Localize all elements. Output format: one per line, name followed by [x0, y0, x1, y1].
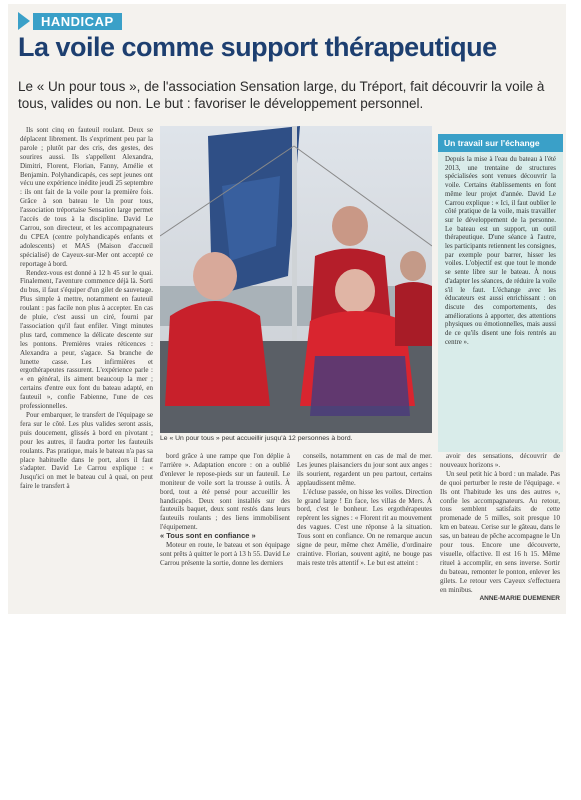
- sidebar-box-title: Un travail sur l'échange: [438, 134, 563, 152]
- newspaper-page: [8, 4, 566, 614]
- paragraph: L'écluse passée, on hisse les voiles. Direction le grand large ! En face, les villas de Mers. À bord, c'est le bonheur. Les ergothérapeutes repèrent les signes : « Florent rit au mouvement des vagues. C'est une réponse à la situation. Tous sont en confiance. On ne remarque aucun signe de peur, même chez Amélie, d'ordinaire craintive. Florian, souvent agité, ne bouge pas mais reste très attentif ». Le but est atteint :: [297, 487, 432, 567]
- person-jacket: [165, 301, 270, 406]
- rubric-arrow-icon: [18, 12, 30, 30]
- person-head: [335, 269, 375, 313]
- sailing-photo-illustration: [160, 126, 432, 433]
- paragraph: Moteur en route, le bateau et son équipage sont prêts à quitter le port à 13 h 55. David Le Carrou présente la sortie, donne les derniers: [160, 541, 290, 567]
- author-signature: ANNE-MARIE DUEMENER: [479, 594, 560, 602]
- column-4: [440, 452, 560, 612]
- person-jacket: [395, 282, 432, 346]
- column-3: [297, 452, 432, 612]
- paragraph: Ils sont cinq en fauteuil roulant. Deux se déplacent librement. Ils s'expriment peu par la parole ; plutôt par des cris, des gestes, des sourires aussi. Ils s'appellent Alexandra, Dimitri, Florent, Florian, Fanny, Amélie et Benjamin. Polyhandicapés, ces sept jeunes ont vécu une expérience inédite jeudi 25 septembre : ils ont fait de la voile pour la première fois. Grâce à son bateau le Un pour tous, l'association tréportaise Sensation large permet l'accès de tous à la discipline. David Le Carrou, son directeur, et les accompagnateurs du CPEA (centre polyhandicapés enfants et adolescents) et MAS (Maison d'accueil spécialisé) de Cayeux-sur-Mer ont accepté ce reportage à bord.: [20, 126, 153, 268]
- sidebar-box: [438, 134, 563, 452]
- sidebar-box-body: Depuis la mise à l'eau du bateau à l'été 2013, une trentaine de structures spécialisées sont venues découvrir la voile. Certains établissements en font même leur projet d'année. David Le Carrou explique : « Ici, il faut oublier le côté pratique de la voile, mais travailler sur le développement de la personne. Le bateau est un support, un outil thérapeutique. D'une séance à l'autre, les participants retiennent les consignes, par exemple pour barrer, hisser les voiles. L'objectif est que tout le monde se sente libre sur le bateau. À nous d'adapter les séances, de réduire la voile s'il le faut. L'échange avec les éducateurs est aussi enrichissant : on discute des comportements, des améliorations à apporter, des attentions physiques ou émotionnelles, mais aussi de ce qu'ils disent une fois rentrés au centre ».: [445, 156, 556, 346]
- paragraph: bord grâce à une rampe que l'on déplie à l'arrière ». Adaptation encore : on a oublié d'enlever le repose-pieds sur un fauteuil. Le moniteur de voile sort la trousse à outils. À bord, tout a été pensé pour accueillir les handicapés. Deux sont installés sur des fauteuils baquet, deux sont restés dans leurs fauteuils roulants ; des liens immobilisent l'équipement.: [160, 452, 290, 532]
- person-head: [193, 252, 237, 300]
- paragraph: avoir des sensations, découvrir de nouveaux horizons ».: [440, 452, 560, 469]
- photo-caption: Le « Un pour tous » peut accueillir jusqu'à 12 personnes à bord.: [160, 435, 353, 442]
- section-rubric: [18, 12, 122, 30]
- paragraph: Un seul petit hic à bord : un malade. Pas de quoi perturber le reste de l'équipage. « Ils ont l'habitude les uns des autres », confie les accompagnateurs. Au retour, tous semblent satisfaits de cette promenade de 5 milles, soit presque 10 km en bateau. Cerise sur le gâteau, dans le sas, un bateau de pêche accompagne le Un pour tous. Encore une découverte, visuelle, olfactive. Il est 16 h 15. Même rituel à accomplir, en sens inverse. Sortir du bateau, remonter le ponton, enlever les gilets. Le retour vers Cayeux s'effectuera en minibus.: [440, 469, 560, 594]
- rubric-label: HANDICAP: [33, 13, 122, 30]
- paragraph: conseils, notamment en cas de mal de mer. Les jeunes plaisanciers du jour sont aux anges : ils sourient, regardent un peu partout, certains applaudissent même.: [297, 452, 432, 487]
- article-title: La voile comme support thérapeutique: [18, 32, 497, 62]
- person-trousers: [310, 356, 410, 416]
- article-lead: Le « Un pour tous », de l'association Sensation large, du Tréport, fait découvrir la voile à tous, valides ou non. Le but : favoriser le développement personnel.: [18, 79, 545, 111]
- paragraph: Rendez-vous est donné à 12 h 45 sur le quai. Finalement, l'aventure commence déjà là. Sorti du bus, il faut s'équiper d'un gilet de sauvetage. Plus simple à mettre, notamment en fauteuil roulant : pas facile non plus à accepter. En cas de pluie, c'est aussi un ciré, fourni par l'association qu'il faut enfiler. Vingt minutes plus tard, commence la délicate descente sur les pontons. Premières vraies réticences : Alexandra a peur, s'agace. Sa branche de lunette casse. Les infirmières et ergothérapeutes rassurent. L'expérience parle : « en général, ils aiment beaucoup la mer ; certains d'entre eux font du bateau adapté, en fauteuil », confie Fabienne, l'une de ces professionnelles.: [20, 268, 153, 411]
- person-head: [332, 206, 368, 246]
- paragraph: Pour embarquer, le transfert de l'équipage se fera sur le côté. Les plus valides seront assis, puis doucement, glissés à bord en pivotant ; pour les autres, il faudra porter les fauteuils roulants. Pas pratique, mais le bateau n'a pas sa place habituelle dans le port, alors il faut s'adapter. David Le Carrou explique : « Jusqu'ici on met le bateau cul à quai, on peut faire le transfert à: [20, 411, 153, 491]
- article-photo: [160, 126, 432, 433]
- column-1: [20, 126, 153, 606]
- subheading: « Tous sont en confiance »: [160, 531, 256, 541]
- column-2: [160, 452, 290, 612]
- person-head: [400, 251, 426, 281]
